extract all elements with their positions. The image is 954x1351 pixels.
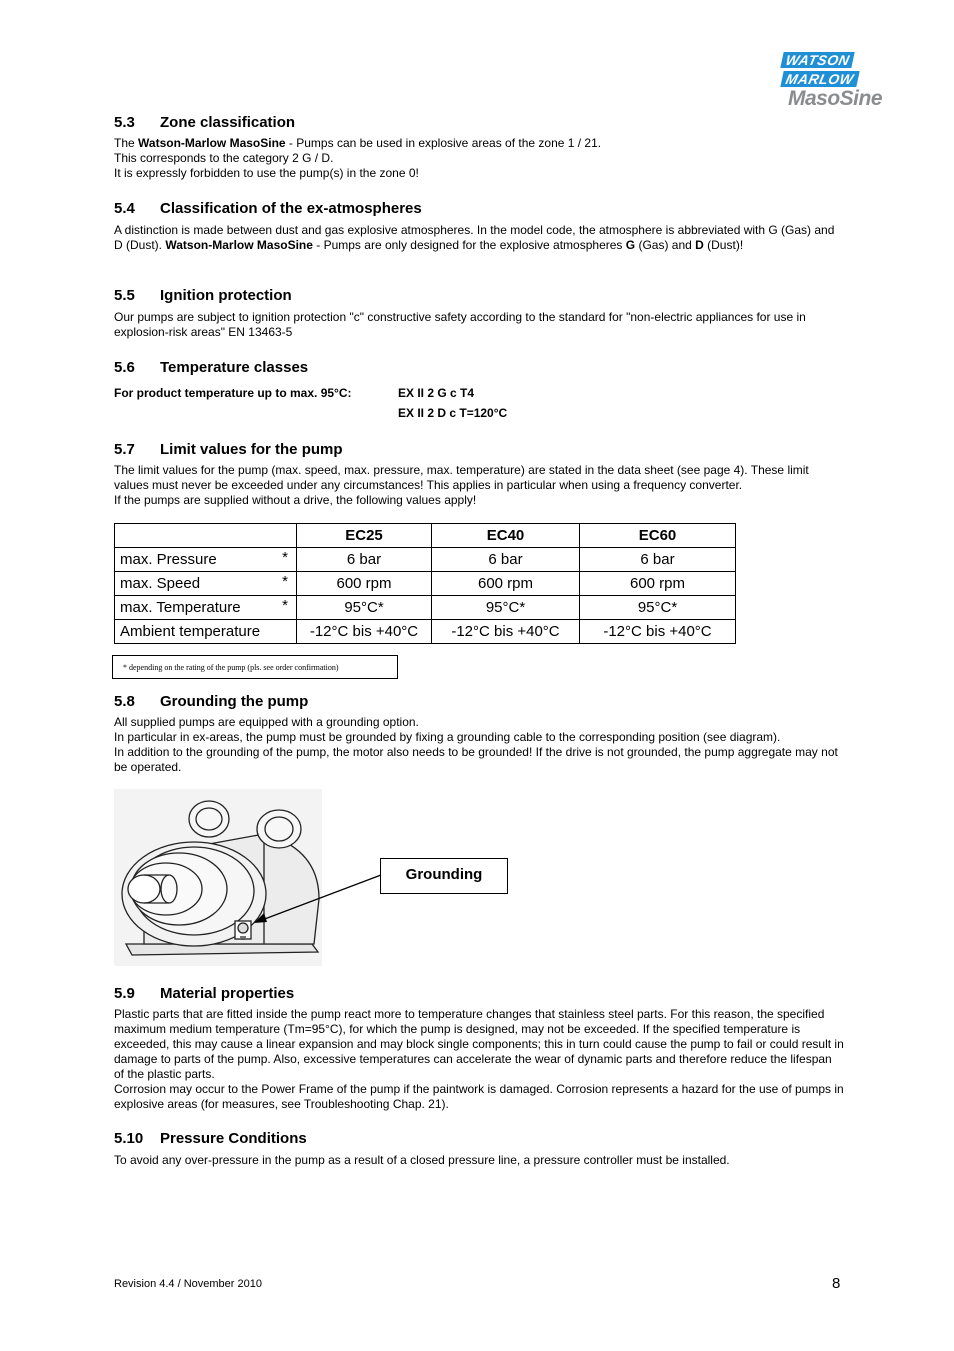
- logo-line-3: MasoSine: [788, 87, 883, 110]
- table-header-cell: EC25: [297, 524, 432, 548]
- table-cell: 95°C*: [432, 596, 580, 620]
- company-logo: [778, 52, 902, 110]
- table-row: [115, 596, 736, 620]
- heading-5-6: 5.6 Temperature classes: [114, 359, 309, 376]
- page-number: 8: [832, 1275, 841, 1292]
- table-header-cell: EC40: [432, 524, 580, 548]
- table-cell: 600 rpm: [297, 572, 432, 596]
- grounding-callout: Grounding: [380, 858, 508, 894]
- table-cell: 600 rpm: [580, 572, 736, 596]
- logo-line-2: MARLOW: [780, 71, 859, 87]
- heading-5-4: 5.4 Classification of the ex-atmospheres: [114, 200, 422, 217]
- callout-arrow: [250, 860, 390, 930]
- pressure-conditions-text: To avoid any over-pressure in the pump as a result of a closed pressure line, a pressure controller must be installed.: [114, 1153, 730, 1167]
- ignition-protection-text: Our pumps are subject to ignition protection "c" constructive safety according to the standard for "non-electric appliances for use in explosion-risk areas" EN 13463-5: [114, 310, 806, 339]
- table-row: [115, 548, 736, 572]
- ex-atmospheres-text: A distinction is made between dust and gas explosive atmospheres. In the model code, the atmosphere is abbreviated with G (Gas) and D (Dust). Watson-Marlow MasoSine - Pumps are only designed for the explosive atmospheres G (Gas) and D (Dust)!: [114, 223, 835, 252]
- table-footnote: * depending on the rating of the pump (pls. see order confirmation): [112, 655, 398, 679]
- table-header-cell: [115, 524, 297, 548]
- table-cell: 95°C*: [297, 596, 432, 620]
- heading-5-7: 5.7 Limit values for the pump: [114, 441, 343, 458]
- table-cell: 6 bar: [580, 548, 736, 572]
- temperature-class-gas: EX II 2 G c T4: [398, 386, 475, 400]
- row-label: max. Temperature *: [115, 596, 297, 620]
- heading-5-9: 5.9 Material properties: [114, 985, 295, 1002]
- temperature-class-dust: EX II 2 D c T=120°C: [398, 406, 508, 420]
- temperature-label: For product temperature up to max. 95°C:: [114, 386, 352, 400]
- table-cell: 95°C*: [580, 596, 736, 620]
- table-header-cell: EC60: [580, 524, 736, 548]
- table-cell: 6 bar: [297, 548, 432, 572]
- grounding-text: All supplied pumps are equipped with a grounding option. In particular in ex-areas, the pump must be grounded by fixing a grounding cable to the corresponding position (see diagram). In addition to the grounding of the pump, the motor also needs to be grounded! If the drive is not grounded, the pump aggregate may not be operated.: [114, 715, 838, 774]
- zone-classification-text: The Watson-Marlow MasoSine - Pumps can be used in explosive areas of the zone 1 / 21. This corresponds to the category 2 G / D. It is expressly forbidden to use the pump(s) in the zone 0!: [114, 136, 602, 180]
- table-cell: 6 bar: [432, 548, 580, 572]
- limit-values-text: The limit values for the pump (max. speed, max. pressure, max. temperature) are stated in the data sheet (see page 4). These limit values must never be exceeded under any circumstances! This applies in particular when using a frequency converter. If the pumps are supplied without a drive, the following values apply!: [114, 463, 809, 507]
- table-cell: -12°C bis +40°C: [297, 620, 432, 644]
- row-label: Ambient temperature: [115, 620, 297, 644]
- table-row: [115, 620, 736, 644]
- table-row: [115, 572, 736, 596]
- table-header-row: [115, 524, 736, 548]
- heading-5-5: 5.5 Ignition protection: [114, 287, 292, 304]
- heading-5-3: 5.3 Zone classification: [114, 114, 296, 131]
- heading-5-10: 5.10 Pressure Conditions: [114, 1130, 307, 1147]
- limit-values-table: [114, 523, 736, 644]
- revision-footer: Revision 4.4 / November 2010: [114, 1278, 262, 1290]
- material-properties-text: Plastic parts that are fitted inside the pump react more to temperature changes that stainless steel parts. For this reason, the specified maximum medium temperature (Tm=95°C), for which the pump is designed, may not be exceeded. If the specified temperature is exceeded, this may cause a linear expansion and may block single components; this in turn could cause the pump to fail or could result in damage to parts of the pump. Also, excessive temperatures can accelerate the wear of dynamic parts and therefore reduce the lifespan of the plastic parts. Corrosion may occur to the Power Frame of the pump if the paintwork is damaged. Corrosion represents a hazard for the use of pumps in explosive areas (for measures, see Troubleshooting Chap. 21).: [114, 1007, 844, 1111]
- row-label: max. Speed *: [115, 572, 297, 596]
- logo-line-1: WATSON: [780, 52, 855, 68]
- row-label: max. Pressure *: [115, 548, 297, 572]
- heading-5-8: 5.8 Grounding the pump: [114, 693, 309, 710]
- table-cell: 600 rpm: [432, 572, 580, 596]
- table-cell: -12°C bis +40°C: [580, 620, 736, 644]
- table-cell: -12°C bis +40°C: [432, 620, 580, 644]
